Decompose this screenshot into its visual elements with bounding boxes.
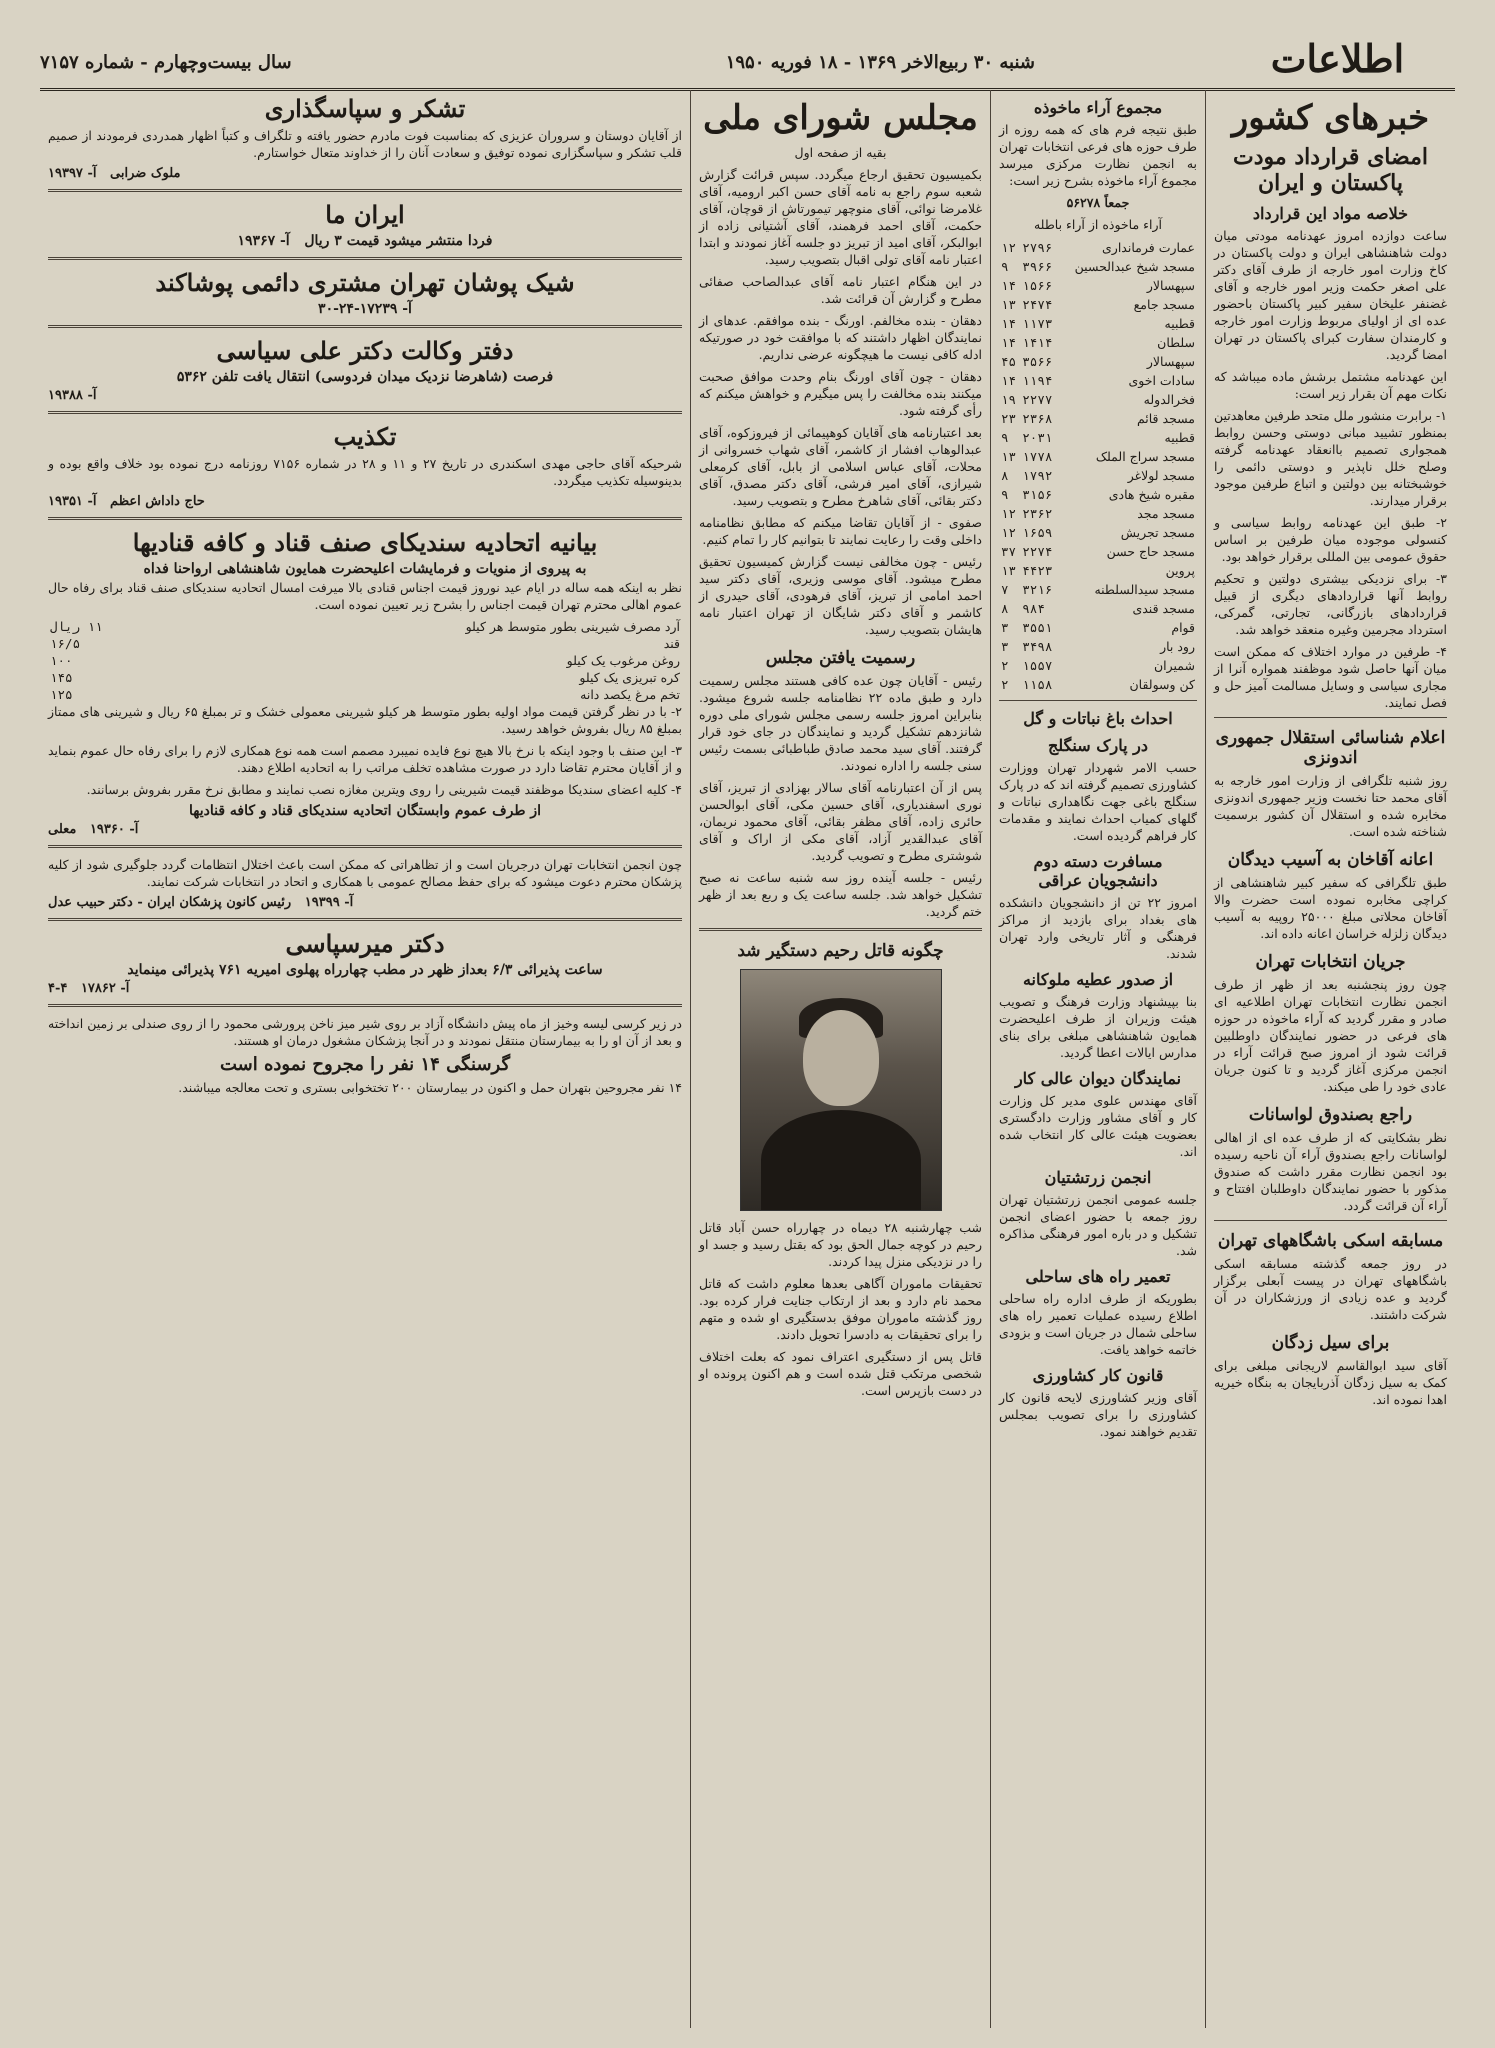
votes-void: ۱۴	[1001, 335, 1017, 350]
votes-location: مسجد لولاغر	[1127, 468, 1195, 483]
price-row	[48, 669, 682, 686]
votes-void: ۹	[1001, 259, 1009, 274]
paragraph: امروز ۲۲ تن از دانشجویان دانشکده های بغداد برای بازدید از مراکز فرهنگی و آثار تاریخی وارد تهران شدند.	[999, 895, 1197, 961]
votes-row	[999, 390, 1197, 409]
paragraph: از آقایان دوستان و سروران عزیزی که بمناسبت فوت مادرم حضور یافته و تلگراف و کتباً اظهار همدردی فرمودند از صمیم قلب تشکر و سپاسگزاری نموده توفیق و سعادت آنان را از خداوند متعال خواستارم.	[48, 128, 682, 160]
votes-row	[999, 352, 1197, 371]
notice-code: آ- ۱۹۳۶۰ معلی	[48, 822, 139, 837]
notice-code: آ- ۱۹۳۸۸	[48, 388, 97, 403]
paragraph: در این هنگام اعتبار نامه آقای عبدالصاحب صفائی مطرح و گزارش آن قرائت شد.	[699, 274, 982, 306]
price-item: روغن مرغوب یک کیلو	[566, 653, 680, 668]
votes-count: ۲۲۷۷	[1022, 392, 1053, 407]
paragraph: ۳- برای نزدیکی بیشتری دولتین و تحکیم روابط آنها قراردادهای دیگری از قبیل قراردادهای بازرگانی، تجارتی، گمرکی، استرداد مجرمین وغیره منعقد خواهد شد.	[1214, 571, 1447, 637]
notice-signature: از طرف عموم وابستگان اتحادیه سندیکای قناد و کافه قنادیها	[188, 803, 541, 819]
votes-void: ۸	[1001, 601, 1009, 616]
votes-row	[999, 428, 1197, 447]
paragraph: بکمیسیون تحقیق ارجاع میگردد. سپس قرائت گزارش شعبه سوم راجع به نامه آقای حسن اکبر ارومیه، آقای غلامرضا نوائی، آقای منوچهر تیمورتاش از قوچان، آقای حکمت، آقای احمد فرهمند، آقای آشتیانی زاده از ابوالبکر، آقای امید از تبریز دو جلسه آغاز نمودند و ابتدا اعتبار نامه آقای تولی اقبال بتصویب رسید.	[699, 167, 982, 267]
votes-count: ۲۷۹۶	[1022, 240, 1053, 255]
votes-location: قطبیه	[1164, 316, 1195, 331]
votes-void: ۳	[1001, 620, 1009, 635]
votes-location: مسجد تجریش	[1120, 525, 1195, 540]
article-title: مسابقه اسکی باشگاههای تهران	[1217, 1231, 1444, 1251]
votes-location: قطبیه	[1164, 430, 1195, 445]
article-title: انجمن زرتشتیان	[1044, 1168, 1152, 1187]
notice-title: شیک پوشان تهران مشتری دائمی پوشاکند	[155, 268, 575, 297]
paragraph: جلسه عمومی انجمن زرتشتیان تهران روز جمعه با حضور اعضای انجمن تشکیل و در باره امور فرهنگی مذاکره شد.	[999, 1192, 1197, 1258]
votes-count: ۲۳۶۸	[1022, 411, 1053, 426]
votes-row	[999, 409, 1197, 428]
votes-void: ۱۲	[1001, 506, 1017, 521]
votes-void: ۱۳	[1001, 297, 1017, 312]
continued-note: بقیه از صفحه اول	[794, 145, 887, 160]
votes-count: ۴۴۲۳	[1022, 563, 1053, 578]
votes-count: ۳۹۶۶	[1022, 259, 1053, 274]
price-table	[48, 618, 682, 703]
votes-row	[999, 485, 1197, 504]
votes-row	[999, 238, 1197, 257]
notice-signature: ملوک ضرابی آ- ۱۹۳۹۷	[48, 166, 181, 181]
votes-location: مسجد قائم	[1136, 411, 1195, 426]
votes-void: ۲	[1001, 677, 1009, 692]
votes-count: ۱۱۹۴	[1022, 373, 1053, 388]
headline-national-news: خبرهای کشور	[1231, 98, 1430, 138]
votes-count: ۳۱۵۶	[1022, 487, 1053, 502]
price-value: ۱۱ ریال	[50, 619, 103, 634]
votes-location: کن وسولقان	[1129, 677, 1195, 692]
article-title: نمایندگان دیوان عالی کار	[1014, 1069, 1182, 1088]
votes-void: ۸	[1001, 468, 1009, 483]
votes-void: ۴۵	[1001, 354, 1017, 369]
paragraph: رئیس - جلسه آینده روز سه شنبه ساعت نه صبح تشکیل خواهد شد. جلسه ساعت یک و ربع بعد از ظهر ختم گردید.	[699, 870, 982, 919]
column-national-news	[1205, 90, 1455, 2028]
votes-location: مسجد جامع	[1133, 297, 1195, 312]
paragraph: طبق تلگرافی که سفیر کبیر شاهنشاهی از کراچی مخابره نموده است حضرت والا آقاخان محلاتی مبلغ ۲۵۰۰۰ روپیه به آسیب دیدگان زلزله خراسان اعانه داده اند.	[1214, 875, 1447, 941]
votes-location: سپهسالار	[1146, 354, 1195, 369]
votes-count: ۲۴۷۴	[1022, 297, 1053, 312]
votes-count: ۳۵۶۶	[1022, 354, 1053, 369]
paragraph: پس از آن اعتبارنامه آقای سالار بهزادی از تبریز، آقای نوری اسفندیاری، آقای حسین مکی، آقای ابوالحسن حائری زاده، آقای مظفر بقائی، آقای محمود نریمان، آقای عبدالقدیر آزاد، آقای مکی از اراک و آقای شوشتری مطرح و تصویب گردید.	[699, 780, 982, 863]
paragraph: ۱- برابرت منشور ملل متحد طرفین معاهدتین بمنظور تشیید مبانی دوستی وحسن روابط همجواری تصمیم باانعقاد عهدنامه گرفته وصلح خلل ناپذیر و دوستی دائمی را خوشبختانه بین دولتین و اتباع طرفین موجود برقرار میدارند.	[1214, 408, 1447, 508]
votes-location: شمیران	[1153, 658, 1195, 673]
notice-code: آ- ۱۷۲۳۹-۲۴-۳۰	[318, 301, 412, 317]
votes-void: ۱۳	[1001, 563, 1017, 578]
paragraph: بعد اعتبارنامه های آقایان کوهپیمائی از فیروزکوه، آقای عبدالوهاب افشار از کاشمر، آقای شهاب خسروانی از محلات، آقای عباس اسلامی از بابل، آقای کرمعلی شیرازی، آقای امیر فرشی، آقای دکتر مصدق، آقای دکتر بقائی، آقای شاهرخ مطرح و بتصویب رسید.	[699, 425, 982, 508]
column-parliament	[690, 90, 990, 2028]
votes-void: ۱۴	[1001, 373, 1017, 388]
votes-location: مسجد شیخ عبدالحسین	[1074, 259, 1195, 274]
votes-location: رود بار	[1160, 639, 1195, 654]
votes-count: ۱۶۵۹	[1022, 525, 1053, 540]
newspaper-name: اطلاعات	[1270, 36, 1405, 81]
masthead	[40, 30, 1455, 91]
paragraph: در روز جمعه گذشته مسابقه اسکی باشگاههای تهران در پیست آبعلی برگزار گردید و عده زیادی از ورزشکاران در آن شرکت داشتند.	[1214, 1256, 1447, 1322]
price-row	[48, 652, 682, 669]
votes-row	[999, 257, 1197, 276]
votes-void: ۹	[1001, 430, 1009, 445]
votes-location: مقبره شیخ هادی	[1108, 487, 1195, 502]
votes-row	[999, 447, 1197, 466]
crime-headline: چگونه قاتل رحیم دستگیر شد	[737, 941, 944, 961]
price-item: آرد مصرف شیرینی بطور متوسط هر کیلو	[465, 619, 680, 634]
paragraph: شرحیکه آقای حاجی مهدی اسکندری در تاریخ ۲۷ و ۱۱ و ۲۸ در شماره ۷۱۵۶ روزنامه درج نموده بود خلاف واقع بوده و بدینوسیله تکذیب میگردد.	[48, 456, 683, 488]
votes-count: ۳۲۱۶	[1022, 582, 1053, 597]
notice-signature: حاج داداش اعظم آ- ۱۹۳۵۱	[48, 494, 205, 509]
votes-row	[999, 561, 1197, 580]
paragraph: چون روز پنجشنبه بعد از ظهر از طرف انجمن نظارت انتخابات تهران اطلاعیه ای صادر و مقرر گردید که آراء ماخوذه در حوزه های فرعی در حضور نمایندگان داوطلبین قرائت شود از امروز صبح قرائت آراء در انجمن مرکزی آغاز گردید و تا کنون جریان عادی خود را طی میکند.	[1214, 977, 1447, 1094]
notice-title: دکتر میرسپاسی	[285, 929, 445, 958]
votes-void: ۱۲	[1001, 525, 1017, 540]
votes-count: ۳۵۵۱	[1022, 620, 1053, 635]
votes-void: ۱۴	[1001, 316, 1017, 331]
votes-row	[999, 542, 1197, 561]
price-item: قند	[663, 636, 680, 651]
votes-location: قوام	[1171, 620, 1195, 635]
paragraph: نظر بشکایتی که از طرف عده ای از اهالی لواسانات راجع بصندوق آراء آن ناحیه رسیده بود انجمن نظارت مقرر داشت که صندوق مذکور با حضور نمایندگان داوطلبان افتتاح و آراء آن قرائت گردد.	[1214, 1130, 1447, 1213]
votes-void: ۱۹	[1001, 392, 1017, 407]
price-item: کره تبریزی یک کیلو	[579, 670, 680, 685]
votes-void: ۱۳	[1001, 449, 1017, 464]
votes-row	[999, 314, 1197, 333]
notice-line: فرصت (شاهرضا نزدیک میدان فردوسی) انتقال یافت تلفن ۵۳۶۲	[176, 369, 554, 385]
votes-table	[999, 238, 1197, 694]
paragraph: ساعت دوازده امروز عهدنامه مودتی میان دولت شاهنشاهی ایران و دولت پاکستان در کاخ وزارت امور خارجه از طرف آقای دکتر علی اصغر حکمت وزیر امور خارجه و آقای غضنفر علیخان سفیر کبیر پاکستان باحضور عده ای از اولیای مربوط وزارت امور خارجه و کارمندان سفارت کبرای پاکستان در تهران امضا گردید.	[1214, 228, 1447, 362]
votes-location: سپهسالار	[1146, 278, 1195, 293]
price-value: ۱۰۰	[50, 653, 73, 668]
votes-location: مسجد مجد	[1137, 506, 1195, 521]
paragraph: نظر به اینکه همه ساله در ایام عید نوروز قیمت اجناس قنادی بالا میرفت امسال اتحادیه سندیکای صنف قناد برای رفاه حال عموم اهالی محترم تهران قیمت اجناس را بشرح زیر تعیین نموده است.	[48, 580, 682, 612]
paragraph: ۲- با در نظر گرفتن قیمت مواد اولیه بطور متوسط هر کیلو شیرینی معمولی خشک و تر بمبلغ ۶۵ ریال و شیرینی های ممتاز بمبلغ ۸۵ ریال بفروش خواهد رسید.	[48, 704, 682, 736]
votes-location: پروین	[1165, 563, 1195, 578]
paragraph: ۱۴ نفر مجروحین بتهران حمل و اکنون در بیمارستان ۲۰۰ تختخوابی بستری و تحت معالجه میباشند.	[178, 1080, 682, 1095]
votes-count: ۱۱۵۸	[1022, 677, 1053, 692]
votes-location: مسجد قندی	[1132, 601, 1195, 616]
votes-location: مسجد سیدالسلطنه	[1094, 582, 1195, 597]
article-title: جریان انتخابات تهران	[1255, 952, 1406, 972]
votes-total: جمعاً ۵۶۲۷۸	[1066, 195, 1130, 210]
article-title: اعانه آقاخان به آسیب دیدگان	[1227, 850, 1434, 870]
votes-location: مسجد حاج حسن	[1106, 544, 1195, 559]
votes-row	[999, 466, 1197, 485]
votes-void: ۷	[1001, 582, 1009, 597]
notice-line: فردا منتشر میشود قیمت ۳ ریال آ- ۱۹۳۶۷	[237, 233, 493, 249]
votes-void: ۹	[1001, 487, 1009, 502]
votes-row	[999, 523, 1197, 542]
issue-number: سال بیست‌وچهارم - شماره ۷۱۵۷	[40, 52, 292, 73]
votes-void: ۱۴	[1001, 278, 1017, 293]
paragraph: دهقان - بنده مخالفم. اورنگ - بنده موافقم. عدهای از نمایندگان اظهار داشتند که با موافقت خود در صورتیکه ادله کافی نیست ما هیچگونه عرضی نداریم.	[699, 313, 982, 362]
article-title: اعلام شناسائی استقلال جمهوری اندونزی	[1215, 728, 1446, 768]
paragraph: ۴- طرفین در موارد اختلاف که ممکن است میان آنها حاصل شود موظفند همواره آنرا از مجاری سیاسی و وسایل مسالمت آمیز حل و فصل نمایند.	[1214, 644, 1447, 710]
paragraph: شب چهارشنبه ۲۸ دیماه در چهارراه حسن آباد قاتل رحیم در کوچه جمال الحق بود که بقتل رسید و جسد او را در نزدیکی منزل پیدا کردند.	[699, 1220, 983, 1269]
votes-row	[999, 599, 1197, 618]
votes-location: سادات اخوی	[1128, 373, 1195, 388]
paragraph: طبق نتیجه فرم های که همه روزه از طرف حوزه های فرعی انتخابات تهران به انجمن نظارت مرکزی میرسد مجموع آراء ماخوذه بشرح زیر است:	[999, 122, 1197, 188]
votes-location: مسجد سراج الملک	[1095, 449, 1195, 464]
votes-count: ۲۳۶۲	[1022, 506, 1053, 521]
votes-void: ۲	[1001, 658, 1009, 673]
columns	[40, 90, 1455, 2028]
notice-signature: آ- ۱۹۳۹۹ رئیس کانون پزشکان ایران - دکتر حبیب عدل	[48, 895, 354, 910]
paragraph: روز شنبه تلگرافی از وزارت امور خارجه به آقای محمد حتا نخست وزیر جمهوری اندونزی مخابره شده و استقلال آن کشور برسمیت شناخته شده است.	[1214, 773, 1447, 839]
paragraph: چون انجمن انتخابات تهران درجریان است و از تظاهراتی که ممکن است باعث اختلال انتظامات گردد جلوگیری شود از کلیه پزشکان محترم دعوت میشود که برای حفظ مصالح عمومی با همکاری و اتحاد در انتخابات شرکت نمایند.	[48, 857, 682, 889]
notice-title: گرسنگی ۱۴ نفر را مجروح نموده است	[219, 1054, 511, 1075]
paragraph: حسب الامر شهردار تهران ووزارت کشاورزی تصمیم گرفته اند که در پارک سنگلج باغی جهت نگاهداری نباتات و گلهای کمیاب احداث نمایند و مقدمات کار فراهم گردیده است.	[999, 760, 1197, 843]
price-row	[48, 686, 682, 703]
paragraph: صفوی - از آقایان تقاضا میکنم که مطابق نظامنامه داخلی وقت را رعایت نمایند تا بتوانیم کار را تمام کنیم.	[699, 515, 982, 547]
price-row	[48, 635, 682, 652]
notice-title: ایران ما	[325, 200, 405, 229]
column-notices	[40, 90, 690, 2028]
article-title: تعمیر راه های ساحلی	[1025, 1267, 1171, 1286]
article-title: قانون کار کشاورزی	[1032, 1366, 1164, 1385]
article-title: برای سیل زدگان	[1271, 1333, 1390, 1353]
paragraph: ۲- طبق این عهدنامه روابط سیاسی و کنسولی موجوده میان طرفین بر اساس حقوق عمومی بین المللی برقرار خواهد بود.	[1214, 515, 1447, 564]
price-value: ۱۶/۵	[50, 636, 81, 651]
votes-row	[999, 295, 1197, 314]
notice-title: بیانیه اتحادیه سندیکای صنف قناد و کافه قنادیها	[132, 528, 598, 557]
votes-row	[999, 656, 1197, 675]
suspect-photo	[740, 969, 942, 1211]
notice-title: تشکر و سپاسگذاری	[264, 94, 466, 123]
article-title: رسمیت یافتن مجلس	[765, 648, 916, 668]
paragraph: بطوریکه از طرف اداره راه ساحلی اطلاع رسیده عملیات تعمیر راه های ساحلی شمال در جریان است و بزودی خاتمه خواهد یافت.	[999, 1291, 1197, 1357]
votes-count: ۲۰۳۱	[1022, 430, 1053, 445]
paragraph: ۴- کلیه اعضای سندیکا موظفند قیمت شیرینی را روی ویترین مغازه نصب نمایند و مطابق نرخ مقرر بفروش برسانند.	[86, 782, 682, 797]
price-value: ۱۲۵	[50, 687, 73, 702]
votes-count: ۹۸۴	[1022, 601, 1045, 616]
paragraph: ۳- این صنف با وجود اینکه با نرخ بالا هیچ نوع فایده نمیبرد مصمم است همه نوع همکاری لازم را برای رفاه حال عموم بنماید و از آقایان محترم تقاضا دارد در صورت مشاهده تخلف مراتب را به اتحادیه اطلاع دهند.	[48, 743, 682, 775]
paragraph: رئیس - چون مخالفی نیست گزارش کمیسیون تحقیق مطرح میشود. آقای موسی وزیری، آقای دکتر سید احمد امامی از تبریز، آقای فرهودی، آقای حیدری از کاشمر و آقای دکتر شایگان از تهران اعتبار نامه هایشان بتصویب رسید.	[699, 554, 982, 637]
price-value: ۱۴۵	[50, 670, 73, 685]
issue-date: شنبه ۳۰ ربیع‌الاخر ۱۳۶۹ - ۱۸ فوریه ۱۹۵۰	[725, 52, 1035, 73]
paragraph: دهقان - چون آقای اورنگ بنام وحدت موافق صحبت میکنند بنده مخالفت را پس میگیرم و خواهش میکنم که رأی گرفته شود.	[699, 369, 982, 418]
votes-void: ۳	[1001, 639, 1009, 654]
votes-row	[999, 618, 1197, 637]
votes-location: فخرالدوله	[1143, 392, 1195, 407]
article-title: راجع بصندوق لواسانات	[1248, 1105, 1413, 1125]
notice-title: تکذیب	[333, 422, 397, 451]
votes-count: ۳۴۹۸	[1022, 639, 1053, 654]
paragraph: آقای مهندس علوی مدیر کل وزارت کار و آقای مشاور وزارت دادگستری بعضویت هیئت عالی کار انتخاب شده اند.	[999, 1093, 1197, 1159]
paragraph: در زیر کرسی لیسه وخیز از ماه پیش دانشگاه آزاد بر روی شیر میز ناخن پرورشی محمود را از روی صندلی بر زمین انداخته و بعد از آن او را به بیمارستان منتقل نمودند و در آنجا پزشکان مشغول درمان او هستند.	[48, 1016, 682, 1048]
votes-count: ۱۵۵۷	[1022, 658, 1053, 673]
votes-count: ۱۷۹۲	[1022, 468, 1053, 483]
votes-count: ۲۲۷۴	[1022, 544, 1053, 559]
votes-void: ۱۲	[1001, 240, 1017, 255]
column-election-votes	[990, 90, 1205, 2028]
notice-title: دفتر وکالت دکتر علی سیاسی	[216, 336, 514, 365]
article-title: از صدور عطیه ملوکانه	[1022, 970, 1174, 989]
votes-row	[999, 580, 1197, 599]
article-subtitle: در پارک سنگلج	[1047, 736, 1149, 755]
votes-row	[999, 504, 1197, 523]
notice-line: ساعت پذیرائی ۶/۳ بعداز ظهر در مطب چهارراه پهلوی امیریه ۷۶۱ پذیرائی مینماید	[127, 962, 603, 978]
paragraph: قاتل پس از دستگیری اعتراف نمود که بعلت اختلاف شخصی مرتکب قتل شده است و هم اکنون پرونده او در دست بازپرس است.	[699, 1349, 982, 1398]
notice-subtitle: به پیروی از منویات و فرمایشات اعلیحضرت همایون شاهنشاهی ارواحنا فداه	[143, 561, 587, 577]
article-title: مسافرت دسته دوم دانشجویان عراقی	[1033, 852, 1163, 890]
votes-void: ۳۷	[1001, 544, 1017, 559]
votes-count: ۱۵۶۶	[1022, 278, 1053, 293]
paragraph: رئیس - آقایان چون عده کافی هستند مجلس رسمیت دارد و طبق ماده ۲۲ نظامنامه جلسه شروع میشود. بنابراین امروز جلسه رسمی مجلس شورای ملی دوره شانزدهم تشکیل گردید و نمایندگان در جای خود قرار گرفتند. آقای سید محمد صادق طباطبائی بسمت رئیس سنی جلسه را اداره نمودند.	[699, 673, 982, 773]
votes-row	[999, 333, 1197, 352]
votes-row	[999, 371, 1197, 390]
votes-count: ۱۱۷۳	[1022, 316, 1053, 331]
treaty-summary-title: خلاصه مواد این قرارداد	[1252, 204, 1409, 223]
votes-row	[999, 675, 1197, 694]
votes-header: آراء ماخوذه از آراء باطله	[1033, 217, 1162, 232]
subhead-pakistan-treaty: امضای قرارداد مودت پاکستان و ایران	[1233, 144, 1428, 196]
article-title: احداث باغ نباتات و گل	[1023, 709, 1173, 728]
paragraph: تحقیقات ماموران آگاهی بعدها معلوم داشت که قاتل محمد نام دارد و بعد از ارتکاب جنایت فرار کرده بود. روز گذشته ماموران موفق بدستگیری او شده و متهم را برای تحقیقات به دادسرا تحویل دادند.	[699, 1276, 982, 1342]
price-row	[48, 618, 682, 635]
votes-title: مجموع آراء ماخوذه	[1033, 98, 1163, 117]
votes-count: ۱۴۱۴	[1022, 335, 1053, 350]
paragraph: بنا بپیشنهاد وزارت فرهنگ و تصویب هیئت وزیران از طرف اعلیحضرت همایون شاهنشاهی مبلغی برای بنای مدارس ایالات اعطا گردید.	[999, 994, 1197, 1060]
votes-row	[999, 276, 1197, 295]
paragraph: آقای سید ابوالقاسم لاریجانی مبلغی برای کمک به سیل زدگان آذربایجان به بنگاه خیریه اهدا نموده اند.	[1214, 1358, 1447, 1407]
notice-code: آ- ۱۷۸۶۲ ۴-۴	[48, 981, 130, 996]
votes-row	[999, 637, 1197, 656]
votes-location: عمارت فرمانداری	[1102, 240, 1195, 255]
headline-parliament: مجلس شورای ملی	[703, 98, 978, 138]
paragraph: آقای وزیر کشاورزی لایحه قانون کار کشاورزی را برای تصویب بمجلس تقدیم خواهند نمود.	[999, 1390, 1197, 1439]
paragraph: این عهدنامه مشتمل برشش ماده میباشد که نکات مهم آن بقرار زیر است:	[1214, 369, 1447, 401]
price-item: تخم مرغ یکصد دانه	[580, 687, 680, 702]
votes-location: سلطان	[1157, 335, 1195, 350]
votes-void: ۲۳	[1001, 411, 1017, 426]
votes-count: ۱۷۷۸	[1022, 449, 1053, 464]
